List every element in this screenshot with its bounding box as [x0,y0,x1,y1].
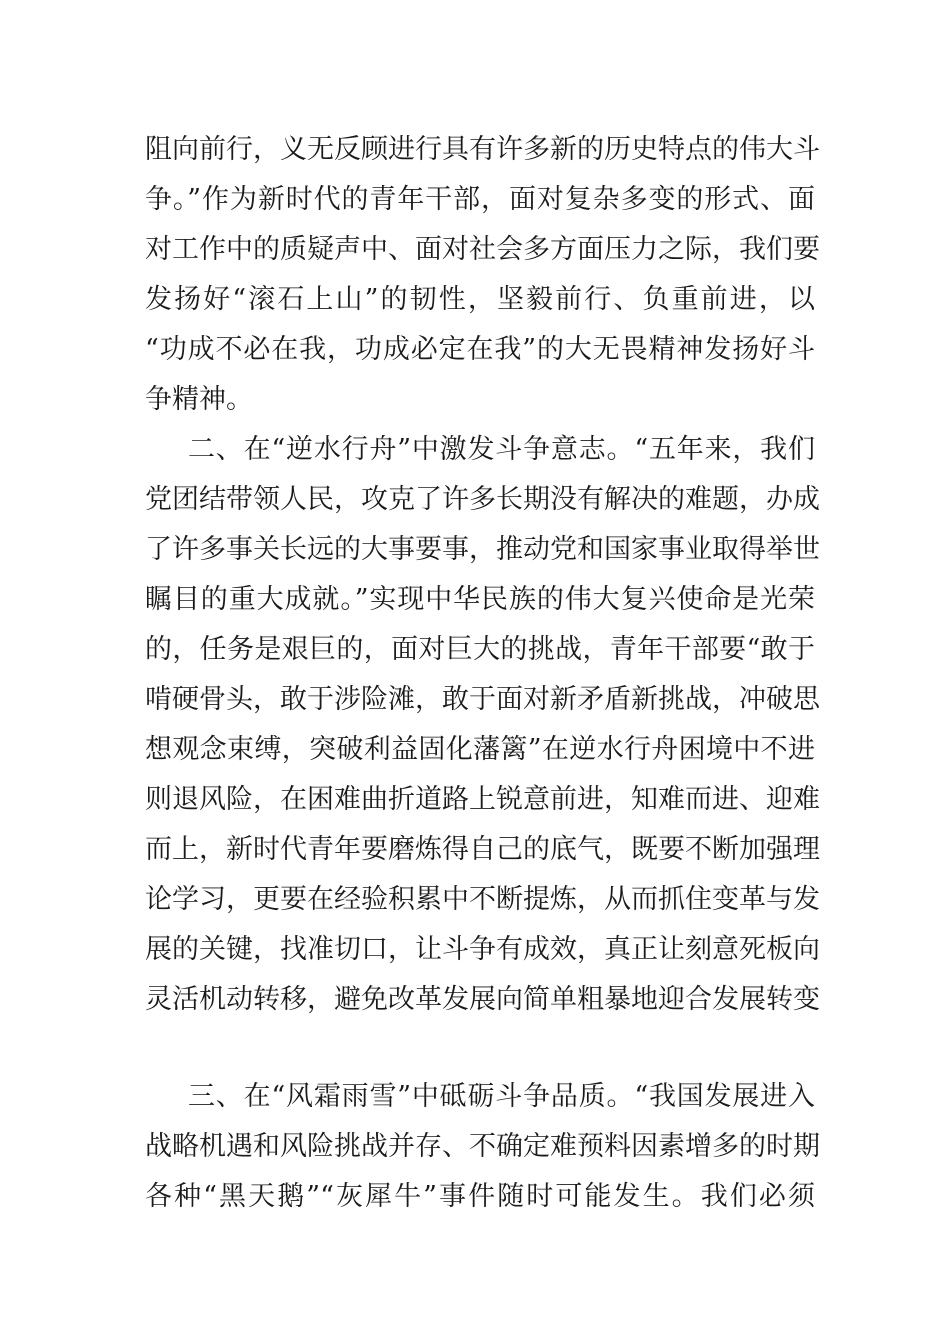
text-line: 发扬好“滚石上山”的韧性，坚毅前行、负重前进，以 [145,284,815,315]
text-line: 的，任务是艰巨的，面对巨大的挑战，青年干部要“敢于 [145,634,815,665]
text-line: 则退风险，在困难曲折道路上锐意前进，知难而进、迎难 [145,784,820,815]
text-line: 而上，新时代青年要磨炼得自己的底气，既要不断加强理 [145,834,820,865]
text-line: 对工作中的质疑声中、面对社会多方面压力之际，我们要 [145,234,820,265]
text-line: 各种“黑天鹅”“灰犀牛”事件随时可能发生。我们必须 [145,1181,815,1212]
text-line: 灵活机动转移，避免改革发展向简单粗暴地迎合发展转变 [145,984,820,1015]
section-heading-line: 二、在“逆水行舟”中激发斗争意志。“五年来，我们 [188,434,815,465]
text-line: 啃硬骨头，敢于涉险滩，敢于面对新矛盾新挑战，冲破思 [145,684,820,715]
text-line: 展的关键，找准切口，让斗争有成效，真正让刻意死板向 [145,934,820,965]
text-line: 争。”作为新时代的青年干部，面对复杂多变的形式、面 [145,184,815,215]
text-line: 瞩目的重大成就。”实现中华民族的伟大复兴使命是光荣 [145,584,815,615]
text-line: “功成不必在我，功成必定在我”的大无畏精神发扬好斗 [145,334,815,365]
text-line: 争精神。 [145,384,253,415]
text-line: 想观念束缚，突破利益固化藩篱”在逆水行舟困境中不进 [145,734,815,765]
text-line: 阻向前行，义无反顾进行具有许多新的历史特点的伟大斗 [145,134,820,165]
text-line: 党团结带领人民，攻克了许多长期没有解决的难题，办成 [145,484,820,515]
text-line: 战略机遇和风险挑战并存、不确定难预料因素增多的时期 [145,1131,820,1162]
section-heading-line: 三、在“风霜雨雪”中砥砺斗争品质。“我国发展进入 [188,1081,815,1112]
text-line: 论学习，更要在经验积累中不断提炼，从而抓住变革与发 [145,884,820,915]
text-line: 了许多事关长远的大事要事，推动党和国家事业取得举世 [145,534,820,565]
